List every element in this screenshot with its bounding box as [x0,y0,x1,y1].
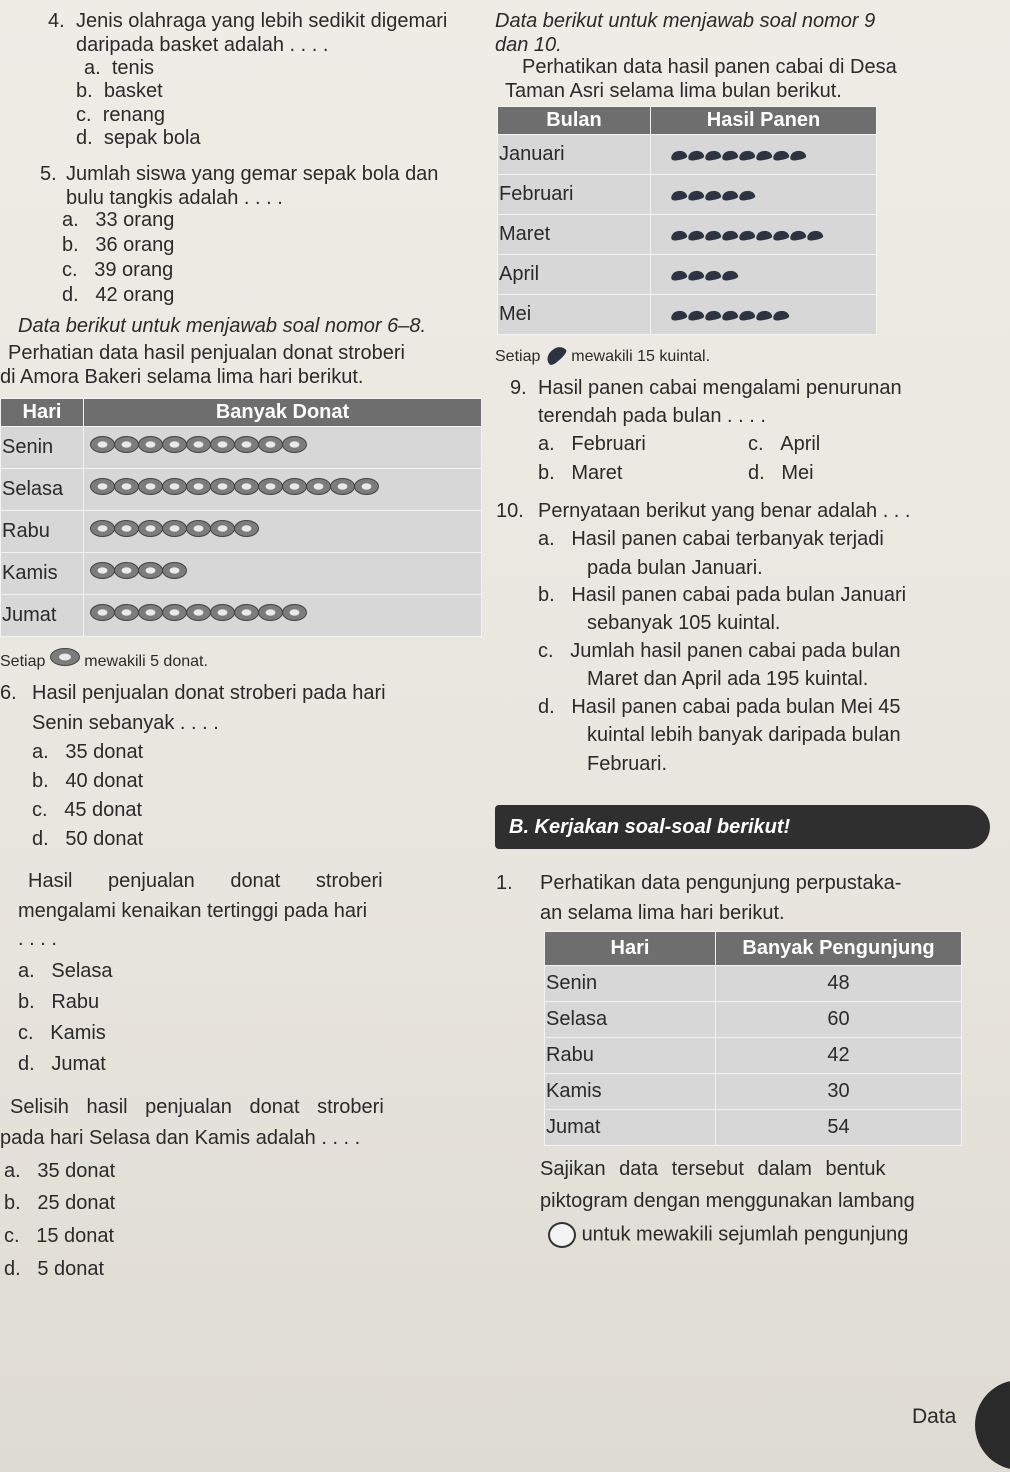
option-text: Mei [781,462,814,484]
donut-icon [162,562,187,579]
q9-line2: terendah pada bulan . . . . [538,405,766,427]
visitor-day: Jumat [545,1110,716,1146]
donut-intro-line2: di Amora Bakeri selama lima hari berikut. [0,366,364,388]
q8-option-c[interactable] [4,1225,114,1248]
option-text: Hasil panen cabai pada bulan Mei 45 [571,696,901,718]
q5-number: 5. [40,163,57,185]
q9-option-d[interactable] [748,462,814,485]
option-letter: b. [538,584,555,606]
option-text: renang [102,104,165,126]
donut-icon [162,436,187,453]
chili-icon [670,150,687,161]
q10-option-d-cont1: kuintal lebih banyak daripada bulan [587,724,901,746]
circle-icon [548,1222,576,1248]
q10-option-a[interactable] [538,528,884,551]
donut-icon [90,520,115,537]
option-letter: a. [32,741,49,763]
donut-icon [282,604,307,621]
donut-icons [84,469,482,511]
q7-line3: . . . . [18,928,57,950]
option-text: Hasil panen cabai pada bulan Januari [571,584,907,606]
donut-icon [210,604,235,621]
chili-data-heading: Data berikut untuk menjawab soal nomor 9 [495,10,876,32]
option-text: tenis [111,57,155,79]
option-text: 39 orang [94,259,174,281]
option-text: Jumlah hasil panen cabai pada bulan [570,640,901,662]
donut-day: Selasa [1,469,84,511]
q10-option-b-cont: sebanyak 105 kuintal. [587,612,781,634]
q10-option-d[interactable] [538,696,900,719]
visitor-day: Selasa [545,1002,716,1038]
option-letter: c. [748,433,764,455]
legend-suffix: mewakili 15 kuintal. [571,348,711,365]
q8-option-a[interactable] [4,1160,115,1183]
donut-icon [186,436,211,453]
section-b-title: B. Kerjakan soal-soal berikut! [509,816,791,838]
visitor-count: 60 [716,1002,962,1038]
visitor-count: 54 [716,1110,962,1146]
chili-icon [721,230,738,241]
donut-day: Senin [1,427,84,469]
option-text: sepak bola [103,127,201,149]
chili-icon [670,190,687,201]
b1-task-text: untuk mewakili sejumlah pengunjung [581,1223,909,1246]
chili-icons [651,295,877,335]
q5-option-a[interactable] [62,209,174,232]
option-letter: c. [538,640,554,662]
donut-icon [306,478,331,495]
donut-header-count: Banyak Donat [84,399,482,427]
donut-icon [186,478,211,495]
donut-icons [84,553,482,595]
donut-icon [90,478,115,495]
donut-icon [354,478,379,495]
chili-data-heading-line2: dan 10. [495,34,562,56]
chili-legend [495,348,710,366]
chili-icon [772,230,789,241]
visitor-table [544,931,962,1146]
option-text: Maret [571,462,623,484]
q10-option-b[interactable] [538,584,906,607]
q8-line1: Selisih hasil penjualan donat stroberi [10,1096,384,1118]
q7-option-c[interactable] [18,1022,106,1045]
option-text: basket [103,80,163,102]
chili-icon [755,310,772,321]
b1-line2: an selama lima hari berikut. [540,902,785,924]
donut-icon [210,520,235,537]
chili-icon [772,310,789,321]
chili-icon [721,270,738,281]
chili-icon [738,230,755,241]
donut-icon [234,520,259,537]
option-letter: b. [538,462,555,484]
chili-icon [704,230,721,241]
donut-icon [258,604,283,621]
visitor-count: 30 [716,1074,962,1110]
option-letter: d. [748,462,765,484]
q9-option-a[interactable] [538,433,646,456]
q4-line2: daripada basket adalah . . . . [76,34,329,56]
donut-icon [330,478,355,495]
option-letter: b. [62,234,79,256]
chili-icons [651,135,877,175]
donut-icon [90,436,115,453]
q7-option-a[interactable] [18,960,113,983]
b1-number: 1. [496,872,513,894]
q6-number: 6. [0,682,17,704]
q5-line2: bulu tangkis adalah . . . . [66,187,283,209]
chili-month: Januari [498,135,651,175]
chili-icon [704,310,721,321]
visitor-day: Senin [545,966,716,1002]
chili-month: April [498,255,651,295]
donut-icon [162,520,187,537]
section-b-banner [495,805,990,849]
option-letter: c. [32,799,48,821]
option-text: Selasa [51,960,113,982]
chili-pictogram-table [497,106,877,335]
q9-line1: Hasil panen cabai mengalami penurunan [538,377,902,399]
visitor-day: Rabu [545,1038,716,1074]
donut-icons [84,511,482,553]
q6-option-d[interactable] [32,828,143,851]
q10-option-a-cont: pada bulan Januari. [587,557,763,579]
q4-line1: Jenis olahraga yang lebih sedikit digemari [76,10,448,32]
q7-option-b[interactable] [18,991,99,1014]
q7-line2: mengalami kenaikan tertinggi pada hari [18,900,368,922]
donut-icon [210,478,235,495]
donut-icon [114,562,139,579]
chili-month: Mei [498,295,651,335]
chili-icon [704,190,721,201]
q7-line1: Hasil penjualan donat stroberi [28,870,383,892]
donut-icon [90,604,115,621]
donut-icon [114,604,139,621]
option-letter: d. [32,828,49,850]
q7-option-d[interactable] [18,1053,106,1076]
option-text: Kamis [50,1022,106,1044]
q5-option-d[interactable] [62,284,174,307]
option-letter: d. [18,1053,35,1075]
q10-stem: Pernyataan berikut yang benar adalah . . . [538,500,911,522]
chili-icon [738,190,755,201]
option-letter: b. [4,1192,21,1214]
chili-icon [721,150,738,161]
legend-prefix: Setiap [495,348,541,365]
q4-option-d[interactable] [76,127,201,150]
chili-icons [651,215,877,255]
option-letter: a. [538,528,555,550]
visitor-count: 42 [716,1038,962,1074]
option-letter: a. [62,209,79,231]
option-text: Jumat [51,1053,106,1075]
option-text: 40 donat [65,770,144,792]
option-letter: b. [32,770,49,792]
q5-line1: Jumlah siswa yang gemar sepak bola dan [66,163,439,185]
donut-pictogram-table [0,398,482,637]
chili-icon [789,150,806,161]
chili-icon [704,150,721,161]
option-letter: a. [18,960,35,982]
donut-icon [138,604,163,621]
chili-icon [687,230,704,241]
donut-icon [114,478,139,495]
donut-icons [84,595,482,637]
chili-icon [687,270,704,281]
legend-prefix: Setiap [0,653,46,670]
q6-line2: Senin sebanyak . . . . [32,712,219,734]
chili-intro-line3: Perhatikan data hasil panen cabai di Desa [522,56,897,78]
donut-icon [114,520,139,537]
q6-option-b[interactable] [32,770,143,793]
b1-task-line2: piktogram dengan menggunakan lambang [540,1190,915,1212]
option-text: April [780,433,821,455]
visitor-header-count: Banyak Pengunjung [716,932,962,966]
option-letter: b. [76,80,93,102]
chili-header-harvest: Hasil Panen [651,107,877,135]
legend-suffix: mewakili 5 donat. [84,653,208,670]
chili-icon [755,230,772,241]
chili-icons [651,175,877,215]
q5-option-b[interactable] [62,234,174,257]
option-letter: d. [76,127,93,149]
q8-option-b[interactable] [4,1192,115,1215]
option-text: 45 donat [64,799,143,821]
q4-option-a[interactable] [84,57,154,80]
donut-icon [114,436,139,453]
chili-icon [738,150,755,161]
donut-icon [282,478,307,495]
chili-icon [704,270,721,281]
option-letter: c. [62,259,78,281]
donut-day: Kamis [1,553,84,595]
donut-data-heading: Data berikut untuk menjawab soal nomor 6–8. [18,315,427,337]
donut-day: Jumat [1,595,84,637]
option-text: 42 orang [95,284,175,306]
option-letter: a. [84,57,101,79]
option-text: 25 donat [37,1192,116,1214]
donut-icon [138,520,163,537]
q8-option-d[interactable] [4,1258,104,1281]
chili-icon [721,190,738,201]
chili-month: Maret [498,215,651,255]
chili-icon [738,310,755,321]
chili-icon [670,230,687,241]
option-letter: c. [4,1225,20,1247]
chili-icon [772,150,789,161]
q6-option-a[interactable] [32,741,143,764]
chili-icon [670,310,687,321]
donut-icon [138,478,163,495]
option-letter: c. [76,104,92,126]
donut-icon [258,436,283,453]
q6-option-c[interactable] [32,799,142,822]
donut-icon [162,604,187,621]
chili-month: Februari [498,175,651,215]
visitor-day: Kamis [545,1074,716,1110]
donut-icon [138,436,163,453]
option-text: Februari [571,433,646,455]
chili-icon [806,230,823,241]
b1-line1: Perhatikan data pengunjung perpustaka- [540,872,902,894]
donut-icon [234,604,259,621]
q6-line1: Hasil penjualan donat stroberi pada hari [32,682,386,704]
donut-icons [84,427,482,469]
chili-icon [687,190,704,201]
option-letter: a. [4,1160,21,1182]
option-text: 35 donat [65,741,144,763]
q10-option-c-cont: Maret dan April ada 195 kuintal. [587,668,869,690]
q5-option-c[interactable] [62,259,173,282]
chili-icons [651,255,877,295]
chili-icon [687,150,704,161]
option-text: Rabu [51,991,100,1013]
option-text: 5 donat [37,1258,105,1280]
donut-legend [0,648,208,671]
page-corner-tab [975,1380,1010,1470]
donut-icon [186,604,211,621]
q9-option-c[interactable] [748,433,820,456]
chili-icon [721,310,738,321]
donut-icon [282,436,307,453]
q4-option-c[interactable] [76,104,165,127]
donut-icon [186,520,211,537]
option-letter: a. [538,433,555,455]
donut-icon [234,436,259,453]
donut-icon [138,562,163,579]
donut-icon [162,478,187,495]
option-letter: d. [4,1258,21,1280]
visitor-count: 48 [716,966,962,1002]
visitor-header-day: Hari [545,932,716,966]
option-text: 50 donat [65,828,144,850]
footer-label: Data [912,1405,957,1428]
q8-line2: pada hari Selasa dan Kamis adalah . . . . [0,1127,361,1149]
b1-task-line3 [548,1222,908,1248]
chili-icon [544,343,569,366]
donut-icon [50,648,80,666]
option-text: Hasil panen cabai terbanyak terjadi [571,528,884,550]
option-letter: d. [62,284,79,306]
q9-number: 9. [510,377,527,399]
donut-icon [90,562,115,579]
option-letter: c. [18,1022,34,1044]
donut-icon [210,436,235,453]
q10-number: 10. [496,500,524,522]
q10-option-c[interactable] [538,640,900,663]
donut-intro-line1: Perhatian data hasil penjualan donat stroberi [8,342,405,364]
option-letter: d. [538,696,555,718]
option-text: 36 orang [95,234,175,256]
option-text: 35 donat [37,1160,116,1182]
chili-header-month: Bulan [498,107,651,135]
b1-task-line1: Sajikan data tersebut dalam bentuk [540,1158,886,1180]
q10-option-d-cont2: Februari. [587,753,668,775]
chili-intro-line4: Taman Asri selama lima bulan berikut. [505,80,842,102]
q4-option-b[interactable] [76,80,163,103]
option-text: 15 donat [36,1225,115,1247]
option-letter: b. [18,991,35,1013]
q9-option-b[interactable] [538,462,622,485]
chili-icon [789,230,806,241]
option-text: 33 orang [95,209,175,231]
donut-icon [234,478,259,495]
donut-day: Rabu [1,511,84,553]
q4-number: 4. [48,10,65,32]
donut-icon [258,478,283,495]
chili-icon [755,150,772,161]
donut-header-day: Hari [1,399,84,427]
chili-icon [670,270,687,281]
chili-icon [687,310,704,321]
